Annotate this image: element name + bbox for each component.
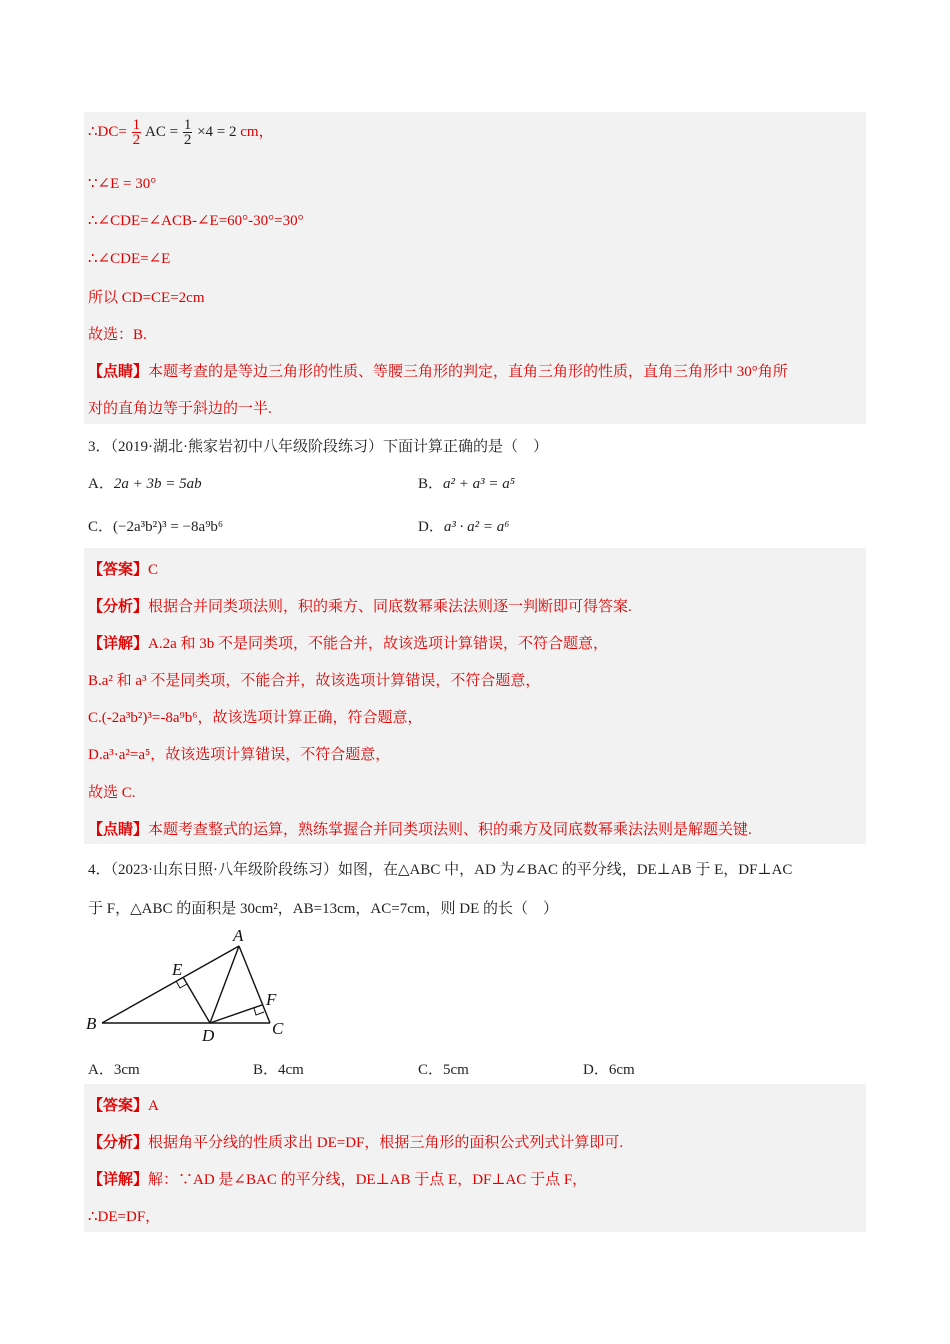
q4-option-b: B．4cm	[253, 1062, 304, 1078]
q3-option-d-text: a³ · a² = a⁶	[443, 519, 510, 535]
comment-line-2: 对的直角边等于斜边的一半.	[88, 401, 272, 417]
detail-line-2: B.a² 和 a³ 不是同类项，不能合并，故该选项计算错误，不符合题意，	[88, 673, 541, 689]
dc-eq-mid: AC =	[145, 123, 179, 140]
analysis-line-q4	[88, 1131, 623, 1152]
label-f: F	[266, 990, 277, 1009]
q3-option-c-label: C．	[88, 519, 114, 535]
detail-text-q4-1: 解：∵AD 是∠BAC 的平分线，DE⊥AB 于点 E，DF⊥AC 于点 F，	[148, 1172, 588, 1188]
comment-line-1	[88, 360, 788, 381]
right-angle-f	[254, 1008, 264, 1015]
answer-tag: 【答案】	[88, 562, 149, 578]
answer-value-q4: A	[148, 1098, 159, 1114]
comment-text-1: 本题考查的是等边三角形的性质、等腰三角形的判定，直角三角形的性质，直角三角形中 30°角所	[148, 364, 788, 380]
triangle-figure	[84, 922, 304, 1046]
solution-line-cde-eq-e: ∴∠CDE=∠E	[88, 251, 171, 267]
detail-line-1	[88, 632, 608, 653]
comment-tag-q3: 【点睛】	[88, 822, 149, 838]
answer-value: C	[148, 562, 159, 578]
solution-line-angle-e: ∵∠E = 30°	[88, 176, 157, 192]
dc-eq-unit: cm，	[240, 123, 274, 140]
fraction-half-2	[183, 118, 193, 147]
q3-option-b-label: B．	[418, 476, 444, 492]
dc-eq-start: ∴DC=	[88, 123, 127, 140]
detail-line-q4-2: ∴DE=DF，	[88, 1209, 161, 1225]
segment-ba	[102, 946, 239, 1023]
q3-option-b-text: a² + a³ = a⁵	[443, 476, 515, 492]
label-c: C	[272, 1019, 284, 1038]
dc-eq-post: ×4 = 2	[197, 123, 237, 140]
comment-line	[88, 818, 752, 839]
analysis-text-q4: 根据角平分线的性质求出 DE=DF，根据三角形的面积公式列式计算即可.	[148, 1135, 624, 1151]
frac2-num: 1	[183, 117, 192, 133]
detail-line-4: D.a³·a²=a⁵，故该选项计算错误，不符合题意，	[88, 747, 391, 763]
q3-option-b	[418, 472, 515, 493]
q4-option-c: C．5cm	[418, 1062, 469, 1078]
solution-block-q3	[84, 548, 866, 844]
solution-block-q4	[84, 1084, 866, 1232]
comment-tag: 【点睛】	[88, 364, 149, 380]
label-a: A	[233, 926, 244, 945]
q4-option-a: A．3cm	[88, 1062, 140, 1078]
question-4-stem-line-1: 4．（2023·山东日照·八年级阶段练习）如图，在△ABC 中，AD 为∠BAC 的平分线，DE⊥AB 于 E，DF⊥AC	[88, 862, 793, 878]
q3-option-a-text: 2a + 3b = 5ab	[113, 476, 202, 492]
frac2-den: 2	[183, 132, 192, 148]
solution-line-angle-cde: ∴∠CDE=∠ACB-∠E=60°-30°=30°	[88, 213, 304, 229]
q3-option-c	[88, 515, 223, 536]
q3-option-a-label: A．	[88, 476, 114, 492]
answer-line-q4	[88, 1094, 159, 1115]
analysis-line	[88, 595, 632, 616]
comment-text-q3: 本题考查整式的运算，熟练掌握合并同类项法则、积的乘方及同底数幂乘法法则是解题关键.	[148, 822, 752, 838]
frac-num: 1	[132, 117, 141, 133]
analysis-tag-q4: 【分析】	[88, 1135, 149, 1151]
detail-tag-q4: 【详解】	[88, 1172, 149, 1188]
q3-option-a	[88, 472, 202, 493]
q3-option-d-label: D．	[418, 519, 444, 535]
label-b: B	[86, 1014, 97, 1033]
segment-de	[183, 977, 210, 1023]
segment-df	[210, 1005, 262, 1023]
label-e: E	[172, 960, 183, 979]
question-4-stem-line-2: 于 F，△ABC 的面积是 30cm²，AB=13cm，AC=7cm，则 DE 的长（ ）	[88, 901, 559, 917]
analysis-tag: 【分析】	[88, 599, 149, 615]
answer-tag-q4: 【答案】	[88, 1098, 149, 1114]
label-d: D	[202, 1026, 215, 1045]
solution-block-q2	[84, 112, 866, 424]
question-3-stem: 3．（2019·湖北·熊家岩初中八年级阶段练习）下面计算正确的是（ ）	[88, 439, 548, 455]
detail-text-1: A.2a 和 3b 不是同类项，不能合并，故该选项计算错误，不符合题意，	[148, 636, 609, 652]
detail-line-5: 故选 C.	[88, 785, 136, 801]
solution-line-cd-ce: 所以 CD=CE=2cm	[88, 290, 205, 306]
detail-tag: 【详解】	[88, 636, 149, 652]
solution-line-choice: 故选：B.	[88, 327, 147, 343]
frac-den: 2	[132, 132, 141, 148]
solution-line-dc	[88, 118, 274, 147]
q4-option-d: D．6cm	[583, 1062, 635, 1078]
analysis-text: 根据合并同类项法则，积的乘方、同底数幂乘法法则逐一判断即可得答案.	[148, 599, 632, 615]
fraction-half	[132, 118, 142, 147]
q3-option-c-text: (−2a³b²)³ = −8a⁹b⁶	[113, 519, 224, 535]
detail-line-3: C.(-2a³b²)³=-8a⁹b⁶，故该选项计算正确，符合题意，	[88, 710, 423, 726]
detail-line-q4-1	[88, 1168, 587, 1189]
answer-line	[88, 558, 158, 579]
segment-ad	[210, 946, 239, 1023]
q3-option-d	[418, 515, 509, 536]
